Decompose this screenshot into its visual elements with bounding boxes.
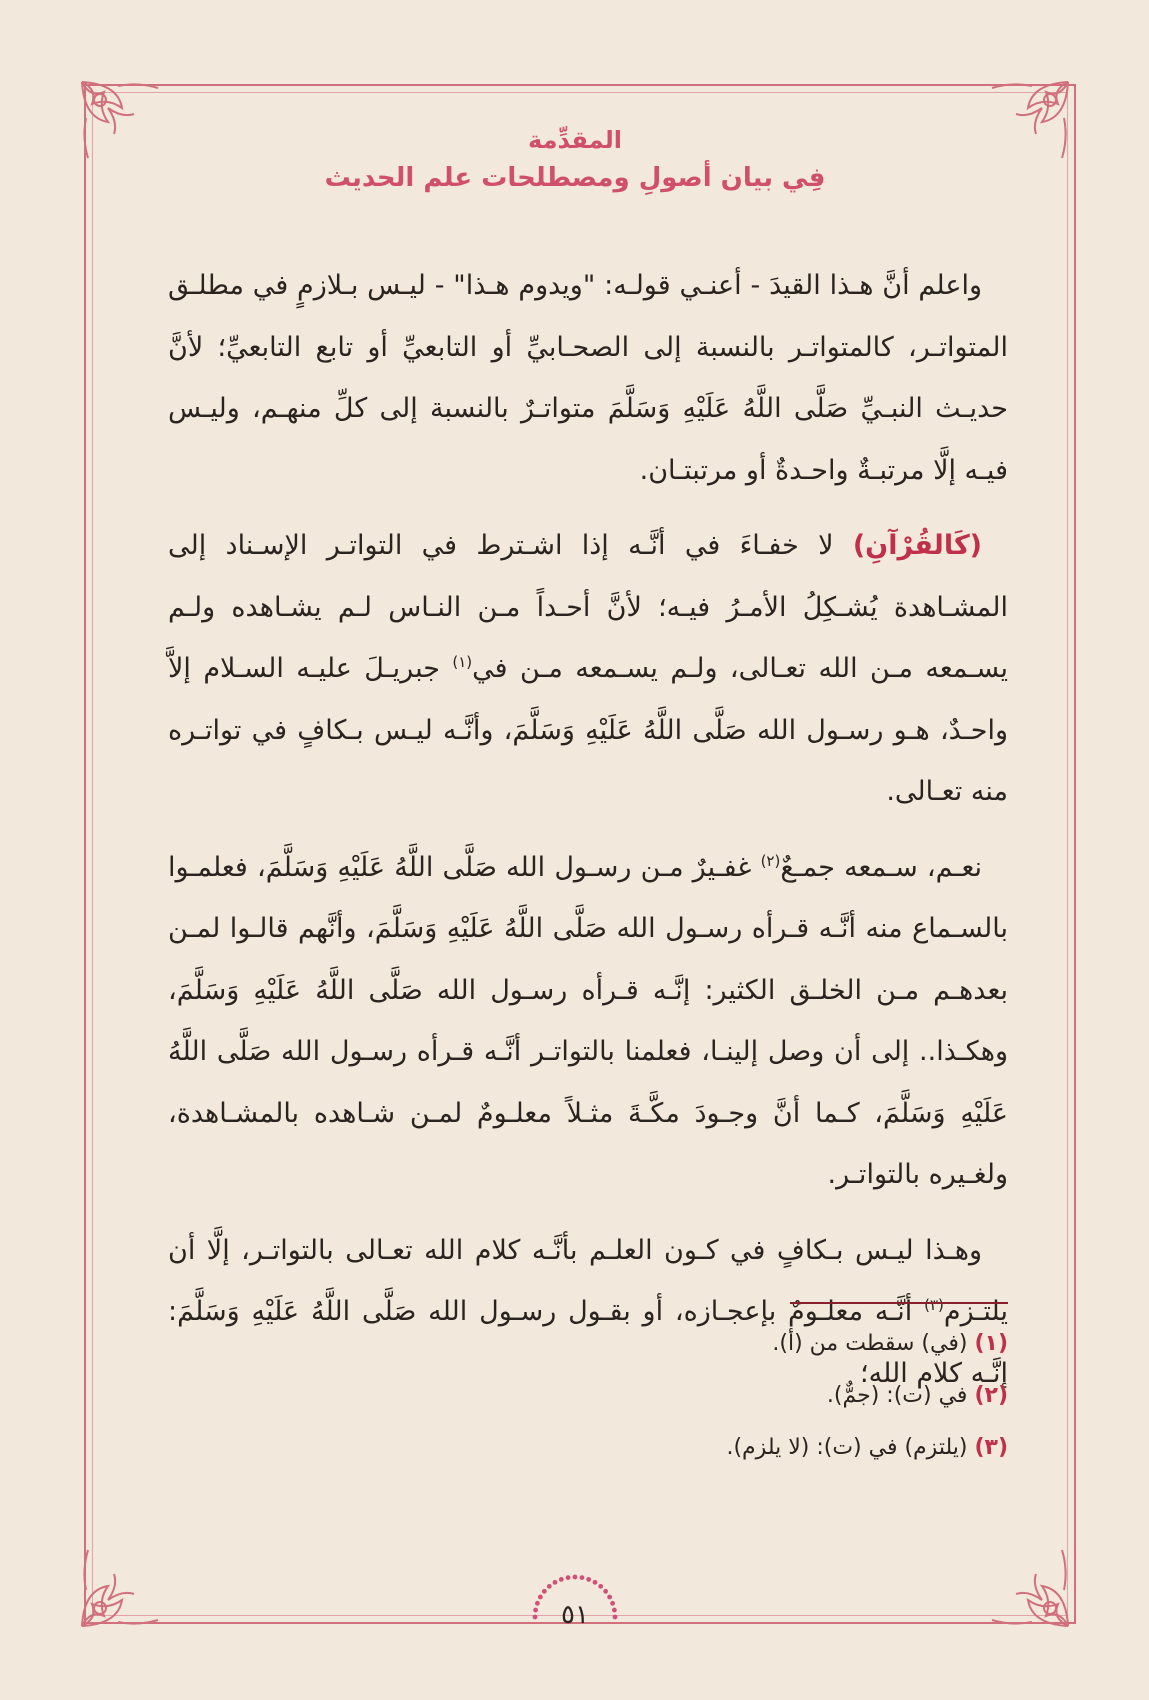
paragraph-2 bbox=[168, 515, 1008, 823]
corner-ornament-top-left bbox=[78, 78, 168, 168]
corner-ornament-bottom-left bbox=[78, 1540, 168, 1630]
chapter-subtitle: فِي بيان أصولِ ومصطلحات علم الحديث bbox=[324, 163, 826, 193]
corner-ornament-bottom-right bbox=[982, 1540, 1072, 1630]
paragraph-2-text-a: لا خفـاءَ في أنَّـه إذا اشـترط في التواتـر الإسـناد إلى المشـاهدة يُشـكِلُ الأمـرُ فيـه؛ لأنَّ أحـداً مـن النـاس لـم يشـاهده ولـم يسـمعه مـن الله تعـالى، ولـم يسـمعه مـن في bbox=[168, 530, 1008, 684]
footnote-text: (في) سقطت من (أ). bbox=[772, 1331, 975, 1356]
footnotes bbox=[300, 1318, 1008, 1474]
paragraph-2-text-b: جبريـلَ عليـه السـلام إلاَّ واحـدٌ، هـو رسـول الله صَلَّى اللَّهُ عَلَيْهِ وَسَلَّمَ، وأنَّـه ليـس بـكافٍ في تواتـره منه تعـالى. bbox=[168, 653, 1008, 807]
page-number: ٥١ bbox=[561, 1600, 589, 1630]
running-header bbox=[160, 122, 990, 198]
footnote-text: في (ت): (جمٌّ). bbox=[826, 1383, 975, 1408]
page-number-badge bbox=[525, 1565, 625, 1665]
footnote-marker-3[interactable]: (٣) bbox=[924, 1296, 944, 1314]
footnote-number: (٣) bbox=[974, 1435, 1008, 1460]
paragraph-4-text-b: أنَّـه معلـومٌ بإعجـازه، أو بقـول رسـول الله صَلَّى اللَّهُ عَلَيْهِ وَسَلَّمَ: إنَّـه كلام الله؛ bbox=[168, 1296, 1008, 1389]
quoted-term: (كَالقُرْآنِ) bbox=[852, 530, 982, 561]
paragraph-3 bbox=[168, 837, 1008, 1206]
footnote-number: (١) bbox=[974, 1331, 1008, 1356]
footnote-marker-1[interactable]: (١) bbox=[452, 653, 473, 671]
footnote-1 bbox=[300, 1318, 1008, 1370]
paragraph-3-text-b: غفـيرٌ مـن رسـول الله صَلَّى اللَّهُ عَلَيْهِ وَسَلَّمَ، فعلمـوا بالسـماع منه أنَّـه قـرأه رسـول الله صَلَّى اللَّهُ عَلَيْهِ وَسَلَّمَ، وأنَّهم قالـوا لمـن بعدهـم مـن الخلـق الكثير: إنَّـه قـرأه رسـول الله صَلَّى اللَّهُ عَلَيْهِ وَسَلَّمَ، وهكـذا.. إلى أن وصل إلينـا، فعلمنا بالتواتـر أنَّـه قـرأه رسـول الله صَلَّى اللَّهُ عَلَيْهِ وَسَلَّمَ، كـما أنَّ وجـودَ مكَّـةَ مثـلاً معلـومٌ لمـن شـاهده بالمشـاهدة، ولغـيره بالتواتـر. bbox=[168, 851, 1008, 1190]
paragraph-3-text-a: نعـم، سـمعه جمـعٌ bbox=[780, 851, 982, 883]
footnote-3 bbox=[300, 1422, 1008, 1474]
paragraph-1: واعلم أنَّ هـذا القيدَ - أعنـي قولـه: "ويدوم هـذا" - ليـس بـلازمٍ في مطلـق المتواتـر، كالمتواتـر بالنسبة إلى الصحـابيِّ أو التابعيِّ أو تابع التابعيِّ؛ لأنَّ حديـث النبـيِّ صَلَّى اللَّهُ عَلَيْهِ وَسَلَّمَ متواتـرٌ بالنسبة إلى كلِّ منهـم، وليـس فيـه إلَّا مرتبـةٌ واحـدةٌ أو مرتبتـان. bbox=[168, 270, 1008, 486]
footnote-text: (يلتزم) في (ت): (لا يلزم). bbox=[726, 1435, 975, 1460]
paragraph-4-text-a: وهـذا ليـس بـكافٍ في كـون العلـم بأنَّـه كلام الله تعـالى بالتواتـر، إلَّا أن يلتـزم bbox=[168, 1234, 1008, 1327]
footnote-marker-2[interactable]: (٢) bbox=[760, 851, 781, 870]
main-text bbox=[168, 255, 1008, 1418]
footnote-divider bbox=[790, 1302, 1008, 1304]
corner-ornament-top-right bbox=[982, 78, 1072, 168]
chapter-title: المقدِّمة bbox=[528, 126, 622, 154]
footnote-number: (٢) bbox=[974, 1383, 1008, 1408]
footnote-2 bbox=[300, 1370, 1008, 1422]
